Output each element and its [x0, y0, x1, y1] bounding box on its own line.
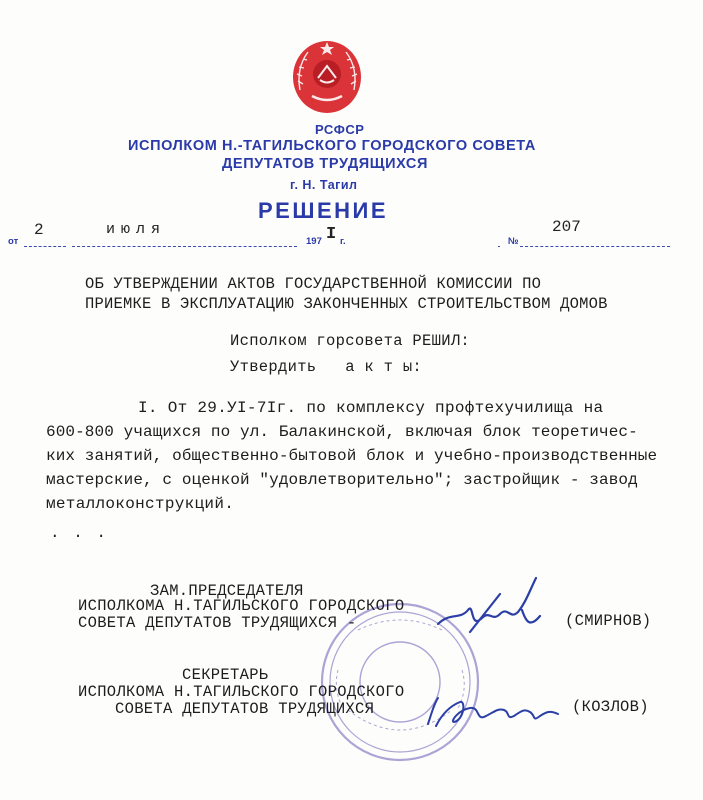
- number-tick: [498, 246, 500, 247]
- month-underline: [72, 246, 297, 247]
- city-label: г. Н. Тагил: [290, 178, 358, 192]
- subject-line-2: ПРИЕМКЕ В ЭКСПЛУАТАЦИЮ ЗАКОНЧЕННЫХ СТРОИТЕЛЬСТВОМ ДОМОВ: [85, 295, 608, 313]
- item-line-2: 600-800 учащихся по ул. Балакинской, включая блок теоретичес-: [46, 423, 638, 441]
- document-title: РЕШЕНИЕ: [258, 198, 389, 223]
- signer1-title-line-1: ЗАМ.ПРЕДСЕДАТЕЛЯ: [150, 582, 304, 600]
- signer2-name: (КОЗЛОВ): [572, 698, 649, 716]
- year-digit: I: [326, 225, 337, 244]
- day-underline: [24, 246, 66, 247]
- date-prefix-label: от: [8, 236, 19, 247]
- signer1-name: (СМИРНОВ): [565, 612, 652, 630]
- signer2-title-line-1: СЕКРЕТАРЬ: [182, 666, 269, 684]
- date-day: 2: [34, 221, 44, 239]
- signer2-title-line-3: СОВЕТА ДЕПУТАТОВ ТРУДЯЩИХСЯ: [115, 700, 375, 718]
- date-month: июля: [106, 221, 167, 238]
- signer1-title-line-3: СОВЕТА ДЕПУТАТОВ ТРУДЯЩИХСЯ -: [78, 614, 357, 632]
- decision-line: Исполком горсовета РЕШИЛ:: [230, 332, 471, 350]
- signature-smirnov-icon: [430, 572, 555, 642]
- rsfsr-emblem-icon: [290, 38, 364, 116]
- year-prefix: 197: [306, 236, 322, 247]
- number-underline: [520, 246, 670, 247]
- approve-line: Утвердить а к т ы:: [230, 358, 423, 376]
- signer1-title-line-2: ИСПОЛКОМА Н.ТАГИЛЬСКОГО ГОРОДСКОГО: [78, 597, 405, 615]
- item-line-3: ких занятий, общественно-бытовой блок и учебно-производственные: [46, 447, 658, 465]
- year-suffix: г.: [340, 236, 346, 247]
- signature-kozlov-icon: [420, 686, 565, 736]
- subject-line-1: ОБ УТВЕРЖДЕНИИ АКТОВ ГОСУДАРСТВЕННОЙ КОМИССИИ ПО: [85, 275, 542, 293]
- organization-line-1: ИСПОЛКОМ Н.-ТАГИЛЬСКОГО ГОРОДСКОГО СОВЕТА: [128, 138, 536, 154]
- item-line-5: металлоконструкций.: [46, 495, 235, 513]
- republic-label: РСФСР: [315, 122, 365, 137]
- number-label: №: [508, 236, 519, 247]
- organization-line-2: ДЕПУТАТОВ ТРУДЯЩИХСЯ: [222, 156, 428, 172]
- document-number: 207: [552, 218, 581, 236]
- signer2-title-line-2: ИСПОЛКОМА Н.ТАГИЛЬСКОГО ГОРОДСКОГО: [78, 683, 405, 701]
- ellipsis: . . .: [50, 524, 109, 542]
- item-line-1: I. От 29.УI-7Iг. по комплексу профтехучилища на: [138, 399, 604, 417]
- item-line-4: мастерские, с оценкой "удовлетворительно"; застройщик - завод: [46, 471, 638, 489]
